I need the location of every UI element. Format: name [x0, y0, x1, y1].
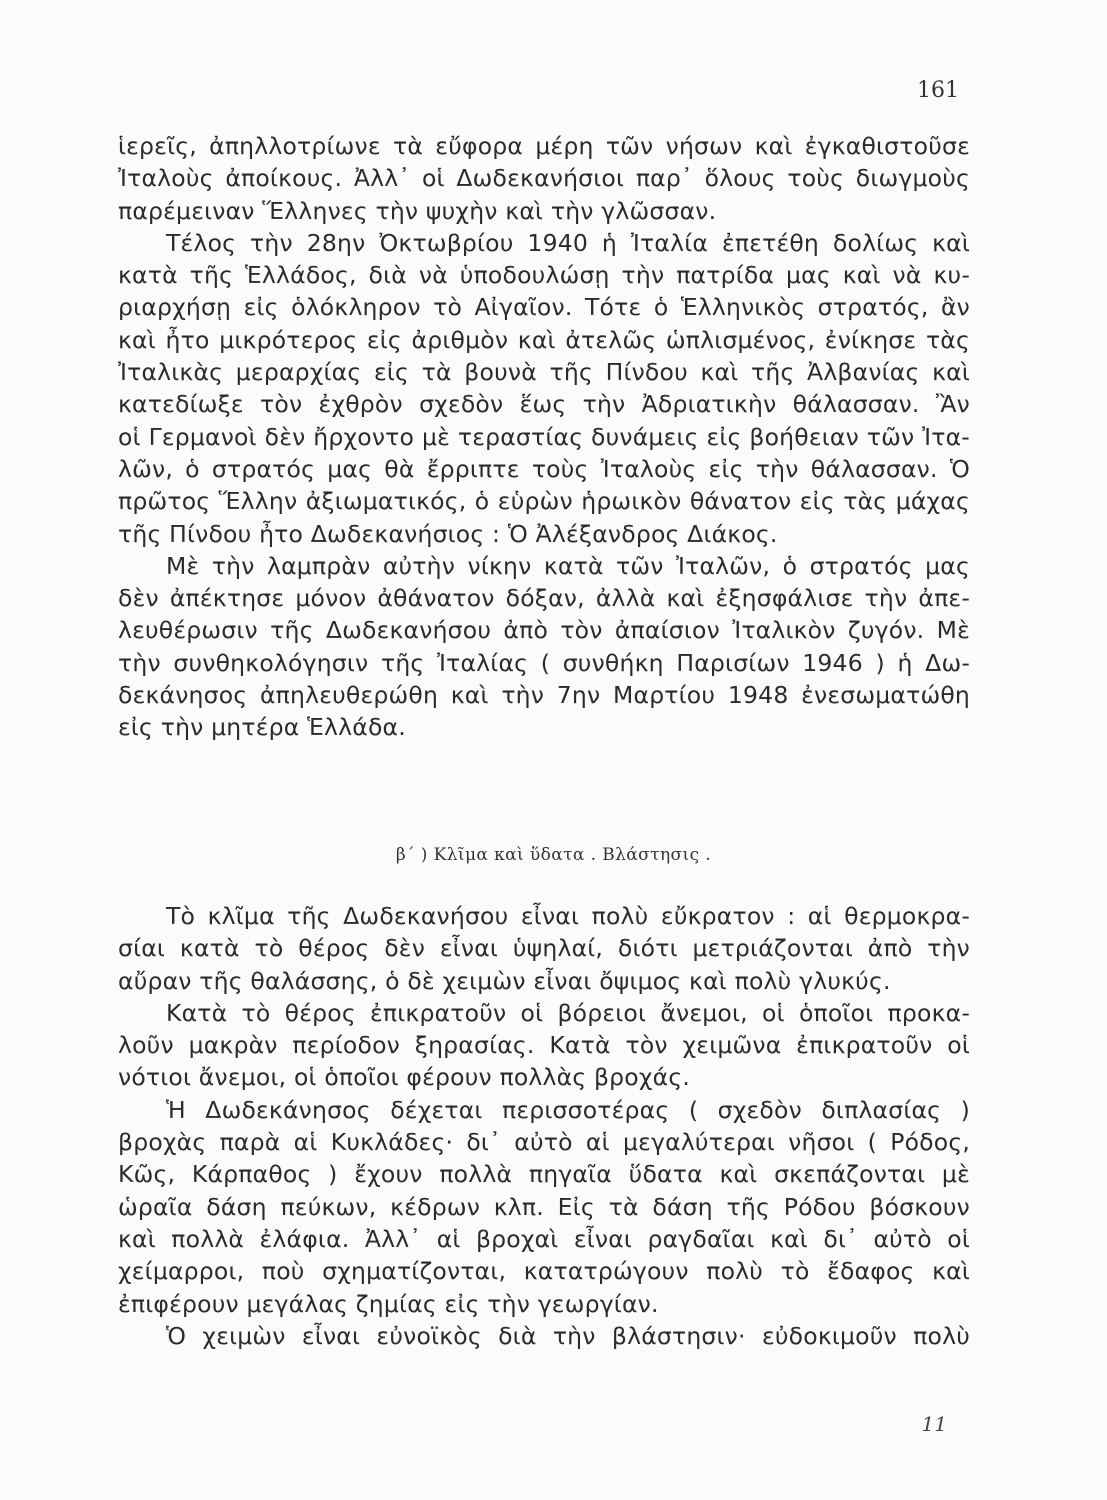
text-line: ὡραῖα δάση πεύκων, κέδρων κλπ. Εἰς τὰ δάση τῆς Ρόδου βόσκουν	[118, 1192, 970, 1221]
page-number: 161	[917, 78, 959, 103]
text-line: καὶ ἦτο μικρότερος εἰς ἀριθμὸν καὶ ἀτελῶς ὡπλισμένος, ἐνίκησε τὰς	[118, 325, 970, 354]
section-two-text	[118, 900, 970, 1352]
text-line: παρέμειναν Ἕλληνες τὴν ψυχὴν καὶ τὴν γλῶσσαν.	[118, 196, 717, 225]
text-line: τῆς Πίνδου ἦτο Δωδεκανήσιος : Ὁ Ἀλέξανδρος Διάκος.	[118, 519, 778, 548]
text-line: ἐπιφέρουν μεγάλας ζημίας εἰς τὴν γεωργίαν.	[118, 1289, 659, 1318]
text-line: ἱερεῖς, ἀπηλλοτρίωνε τὰ εὔφορα μέρη τῶν νήσων καὶ ἐγκαθιστοῦσε	[118, 132, 970, 160]
text-line: νότιοι ἄνεμοι, οἱ ὁποῖοι φέρουν πολλὰς βροχάς.	[118, 1063, 691, 1092]
text-line: λευθέρωσιν τῆς Δωδεκανήσου ἀπὸ τὸν ἀπαίσιον Ἰταλικὸν ζυγόν. Μὲ	[118, 616, 970, 645]
text-line: σίαι κατὰ τὸ θέρος δὲν εἶναι ὑψηλαί, διότι μετριάζονται ἀπὸ τὴν	[118, 934, 970, 963]
text-line: πρῶτος Ἕλλην ἀξιωματικός, ὁ εὑρὼν ἡρωικὸν θάνατον εἰς τὰς μάχας	[118, 487, 970, 516]
text-line: Τέλος τὴν 28ην Ὀκτωβρίου 1940 ἡ Ἰταλία ἐπετέθη δολίως καὶ	[166, 228, 970, 257]
text-line: Ἡ Δωδεκάνησος δέχεται περισσοτέρας ( σχεδὸν διπλασίας )	[166, 1095, 970, 1124]
text-line: εἰς τὴν μητέρα Ἑλλάδα.	[118, 713, 406, 742]
text-line: Ὁ χειμὼν εἶναι εὐνοϊκὸς διὰ τὴν βλάστησιν· εὐδοκιμοῦν πολὺ	[166, 1321, 970, 1350]
text-line: βροχὰς παρὰ αἱ Κυκλάδες· δι᾽ αὐτὸ αἱ μεγαλύτεραι νῆσοι ( Ρόδος,	[118, 1128, 970, 1157]
text-line: ριαρχήσῃ εἰς ὁλόκληρον τὸ Αἰγαῖον. Τότε ὁ Ἑλληνικὸς στρατός, ἂν	[118, 293, 970, 322]
text-line: τὴν συνθηκολόγησιν τῆς Ἰταλίας ( συνθήκη Παρισίων 1946 ) ἡ Δω-	[118, 648, 970, 677]
text-line: δὲν ἀπέκτησε μόνον ἀθάνατον δόξαν, ἀλλὰ καὶ ἐξησφάλισε τὴν ἀπε-	[118, 584, 970, 613]
text-line: οἱ Γερμανοὶ δὲν ἤρχοντο μὲ τεραστίας δυνάμεις εἰς βοήθειαν τῶν Ἰτα-	[118, 422, 970, 451]
text-line: λοῦν μακρὰν περίοδον ξηρασίας. Κατὰ τὸν χειμῶνα ἐπικρατοῦν οἱ	[118, 1031, 970, 1060]
section-heading: β΄ ) Κλῖμα καὶ ὕδατα . Βλάστησις .	[395, 845, 712, 865]
text-line: κατὰ τῆς Ἑλλάδος, διὰ νὰ ὑποδουλώσῃ τὴν πατρίδα μας καὶ νὰ κυ-	[118, 261, 970, 290]
text-line: Κατὰ τὸ θέρος ἐπικρατοῦν οἱ βόρειοι ἄνεμοι, οἱ ὁποῖοι προκα-	[166, 998, 970, 1027]
text-line: Τὸ κλῖμα τῆς Δωδεκανήσου εἶναι πολὺ εὔκρατον : αἱ θερμοκρα-	[166, 902, 970, 930]
signature-mark: 11	[921, 1412, 947, 1436]
text-line: αὔραν τῆς θαλάσσης, ὁ δὲ χειμὼν εἶναι ὄψιμος καὶ πολὺ γλυκύς.	[118, 966, 891, 995]
text-line: καὶ πολλὰ ἐλάφια. Ἀλλ᾽ αἱ βροχαὶ εἶναι ραγδαῖαι καὶ δι᾽ αὐτὸ οἱ	[118, 1224, 970, 1253]
text-line: Ἰταλικὰς μεραρχίας εἰς τὰ βουνὰ τῆς Πίνδου καὶ τῆς Ἀλβανίας καὶ	[118, 358, 970, 387]
text-line: λῶν, ὁ στρατός μας θὰ ἔρριπτε τοὺς Ἰταλοὺς εἰς τὴν θάλασσαν. Ὁ	[118, 454, 970, 483]
text-line: Ἰταλοὺς ἀποίκους. Ἀλλ᾽ οἱ Δωδεκανήσιοι παρ᾽ ὅλους τοὺς διωγμοὺς	[118, 164, 970, 193]
section-one-text	[118, 130, 970, 744]
text-line: Κῶς, Κάρπαθος ) ἔχουν πολλὰ πηγαῖα ὕδατα καὶ σκεπάζονται μὲ	[118, 1160, 970, 1189]
text-line: κατεδίωξε τὸν ἐχθρὸν σχεδὸν ἕως τὴν Ἀδριατικὴν θάλασσαν. Ἂν	[118, 390, 970, 419]
text-line: χείμαρροι, ποὺ σχηματίζονται, κατατρώγουν πολὺ τὸ ἔδαφος καὶ	[118, 1257, 970, 1286]
text-line: Μὲ τὴν λαμπρὰν αὐτὴν νίκην κατὰ τῶν Ἰταλῶν, ὁ στρατός μας	[166, 551, 970, 580]
text-line: δεκάνησος ἀπηλευθερώθη καὶ τὴν 7ην Μαρτίου 1948 ἐνεσωματώθη	[118, 681, 970, 710]
